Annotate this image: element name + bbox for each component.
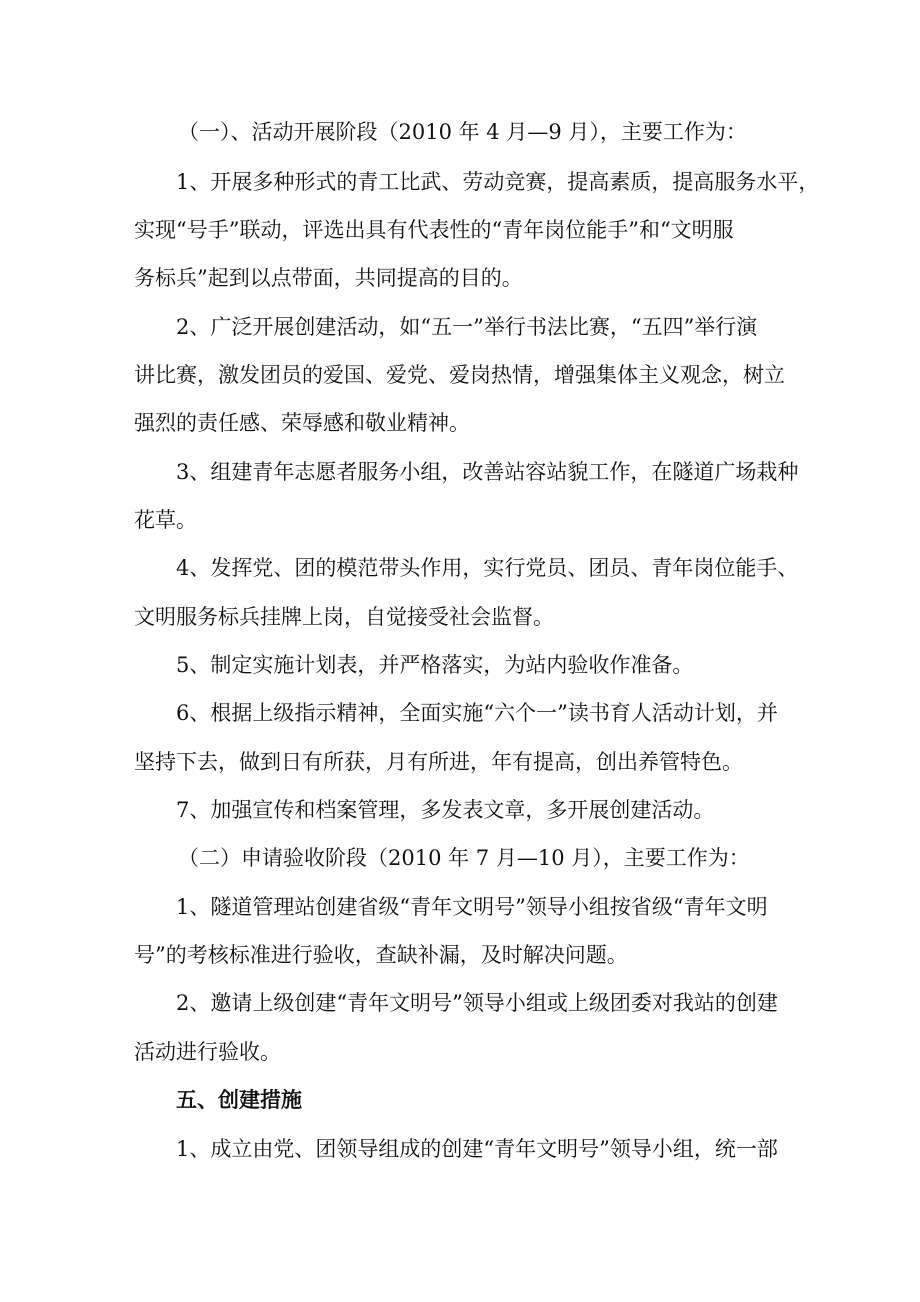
- paragraph-line: 5、制定实施计划表，并严格落实，为站内验收作准备。: [176, 653, 694, 677]
- paragraph-line: 3、组建青年志愿者服务小组，改善站容站貌工作，在隧道广场栽种: [176, 460, 799, 484]
- paragraph-line: 7、加强宣传和档案管理，多发表文章，多开展创建活动。: [176, 798, 715, 822]
- paragraph-line: 花草。: [134, 508, 197, 532]
- phase-two-heading: （二）申请验收阶段（2010 年 7 月—10 月），主要工作为：: [178, 846, 750, 870]
- paragraph-line: 1、成立由党、团领导组成的创建“青年文明号”领导小组，统一部: [176, 1137, 778, 1161]
- paragraph-line: 文明服务标兵挂牌上岗，自觉接受社会监督。: [134, 605, 554, 629]
- paragraph-line: 活动进行验收。: [134, 1040, 281, 1064]
- paragraph-line: 4、发挥党、团的模范带头作用，实行党员、团员、青年岗位能手、: [176, 556, 799, 580]
- paragraph-line: 1、开展多种形式的青工比武、劳动竞赛，提高素质，提高服务水平，: [176, 170, 820, 194]
- paragraph-line: 讲比赛，激发团员的爱国、爱党、爱岗热情，增强集体主义观念，树立: [134, 363, 785, 387]
- paragraph-line: 实现“号手”联动，评选出具有代表性的“青年岗位能手”和“文明服: [134, 218, 734, 242]
- phase-one-heading: （一）、活动开展阶段（2010 年 4 月—9 月），主要工作为：: [178, 120, 747, 144]
- paragraph-line: 强烈的责任感、荣辱感和敬业精神。: [134, 411, 470, 435]
- paragraph-line: 2、广泛开展创建活动，如“五一”举行书法比赛，“五四”举行演: [176, 315, 758, 339]
- paragraph-line: 坚持下去，做到日有所获，月有所进，年有提高，创出养管特色。: [134, 750, 743, 774]
- paragraph-line: 6、根据上级指示精神，全面实施“六个一”读书育人活动计划，并: [176, 701, 778, 725]
- paragraph-line: 2、邀请上级创建“青年文明号”领导小组或上级团委对我站的创建: [176, 991, 778, 1015]
- section-heading: 五、创建措施: [176, 1087, 302, 1112]
- paragraph-line: 号”的考核标准进行验收，查缺补漏，及时解决问题。: [134, 943, 628, 967]
- paragraph-line: 1、隧道管理站创建省级“青年文明号”领导小组按省级“青年文明: [176, 895, 768, 919]
- paragraph-line: 务标兵”起到以点带面，共同提高的目的。: [134, 266, 523, 290]
